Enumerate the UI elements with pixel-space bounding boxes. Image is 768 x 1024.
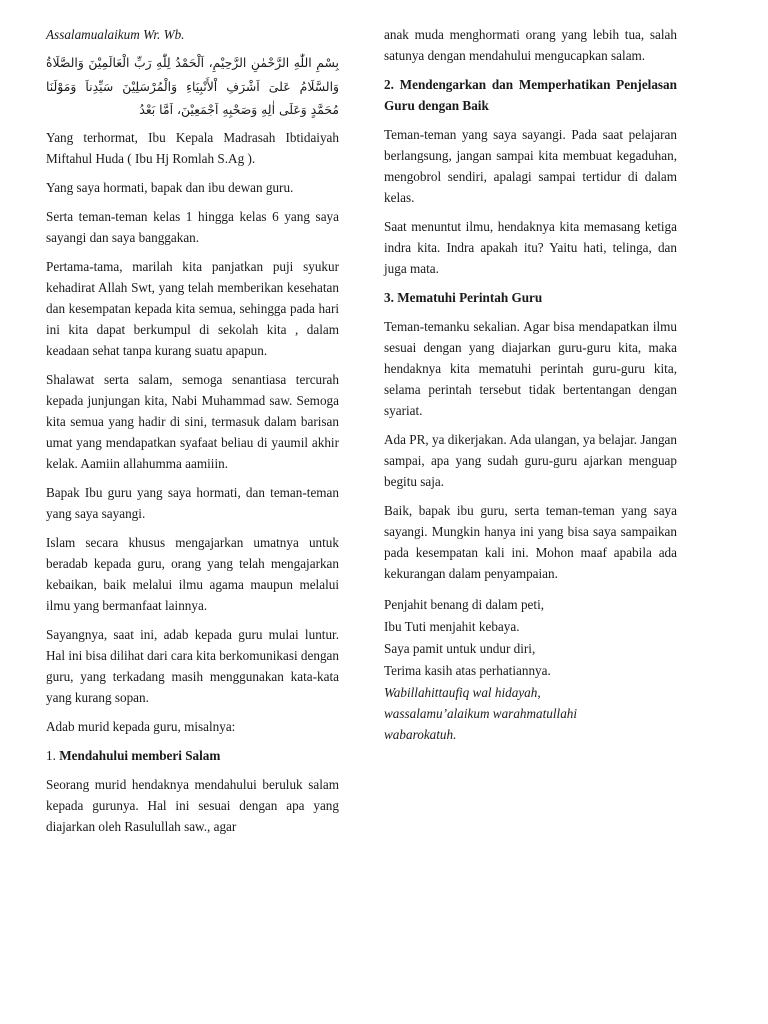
paragraph: Seorang murid hendaknya mendahului beruluk salam kepada gurunya. Hal ini sesuai dengan apa yang diajarkan oleh Rasulullah saw., agar [46, 776, 339, 834]
closing-line: wassalamu’alaikum warahmatullahi [384, 706, 578, 721]
paragraph: Yang terhormat, Ibu Kepala Madrasah Ibtidaiyah Miftahul Huda ( Ibu Hj Romlah S.Ag ). [46, 129, 339, 166]
poem-line: Saya pamit untuk undur diri, [384, 641, 536, 656]
poem-line: Terima kasih atas perhatiannya. [384, 663, 551, 678]
paragraph: anak muda menghormati orang yang lebih tua, salah satunya dengan mendahului mengucapkan salam. [384, 27, 677, 63]
closing-line: wabarokatuh. [384, 727, 457, 742]
closing-poem [384, 594, 677, 745]
heading-number: 1. [46, 747, 56, 763]
paragraph: Shalawat serta salam, semoga senantiasa tercurah kepada junjungan kita, Nabi Muhammad saw. Semoga kita semua yang hadir di sini, termasuk dalam barisan umat yang mendapatkan syafaat beliau di yaumil akhir kelak. Aamiin allahumma aamiiin. [46, 371, 339, 471]
arabic-opening: بِسْمِ اللّٰهِ الرَّحْمٰنِ الرَّحِيْمِ، اَلْحَمْدُ لِلّٰهِ رَبِّ الْعَالَمِيْنَ وَالصَّلَاةُ وَالسَّلَامُ عَلىَ اَشْرَفِ اْلأَنْبِيَاءِ وَالْمُرْسَلِيْنَ سَيِّدِناَ وَمَوْلَنَا مُحَمَّدٍ وَعَلَى اٰلِهِ وَصَحْبِهِ اَجْمَعِيْنَ، اَمَّا بَعْدُ [46, 55, 339, 117]
paragraph: Saat menuntut ilmu, hendaknya kita memasang ketiga indra kita. Indra apakah itu? Yaitu hati, telinga, dan juga mata. [384, 219, 677, 276]
paragraph: Sayangnya, saat ini, adab kepada guru mulai luntur. Hal ini bisa dilihat dari cara kita berkomunikasi dengan guru, yang terkadang masih menggunakan kata-kata yang kurang sopan. [46, 626, 339, 705]
paragraph: Yang saya hormati, bapak dan ibu dewan guru. [46, 179, 294, 195]
paragraph: Bapak Ibu guru yang saya hormati, dan teman-teman yang saya sayangi. [46, 484, 339, 521]
paragraph: Adab murid kepada guru, misalnya: [46, 718, 236, 734]
paragraph: Teman-teman yang saya sayangi. Pada saat pelajaran berlangsung, jangan sampai kita membuat kegaduhan, mengobrol sendiri, apalagi sampai tertidur di dalam kelas. [384, 127, 677, 205]
greeting: Assalamualaikum Wr. Wb. [46, 27, 185, 42]
poem-line: Ibu Tuti menjahit kebaya. [384, 619, 520, 634]
left-column [46, 24, 339, 845]
paragraph: Islam secara khusus mengajarkan umatnya untuk beradab kepada guru, orang yang telah mengajarkan kebaikan, baik melalui ilmu agama maupun melalui ilmu yang bermanfaat lainnya. [46, 534, 339, 613]
paragraph: Baik, bapak ibu guru, serta teman-teman yang saya sayangi. Mungkin hanya ini yang bisa saya sampaikan pada kesempatan kali ini. Mohon maaf apabila ada kekurangan dalam penyampaian. [384, 503, 677, 581]
section-heading-2: 2. Mendengarkan dan Memperhatikan Penjelasan Guru dengan Baik [384, 77, 677, 113]
paragraph: Ada PR, ya dikerjakan. Ada ulangan, ya belajar. Jangan sampai, apa yang sudah guru-guru ajarkan menguap begitu saja. [384, 432, 677, 489]
poem-line: Penjahit benang di dalam peti, [384, 597, 545, 612]
section-heading-3: 3. Mematuhi Perintah Guru [384, 290, 543, 305]
paragraph: Teman-temanku sekalian. Agar bisa mendapatkan ilmu sesuai dengan yang diajarkan guru-guru kita, maka hendaknya kita mematuhi perintah guru-guru kita, selama perintah tersebut tidak bertentangan dengan syariat. [384, 319, 677, 418]
heading-text: Mendahului memberi Salam [59, 747, 221, 763]
closing-line: Wabillahittaufiq wal hidayah, [384, 685, 541, 700]
paragraph: Pertama-tama, marilah kita panjatkan puji syukur kehadirat Allah Swt, yang telah memberikan kesehatan dan kesempatan kepada kita semua, sehingga pada hari ini kita dapat berkumpul di sekolah kita , dalam keadaan sehat tanpa kurang suatu apapun. [46, 258, 339, 358]
section-heading-1 [46, 745, 339, 766]
paragraph: Serta teman-teman kelas 1 hingga kelas 6 yang saya sayangi dan saya banggakan. [46, 208, 339, 245]
right-column [384, 24, 677, 745]
